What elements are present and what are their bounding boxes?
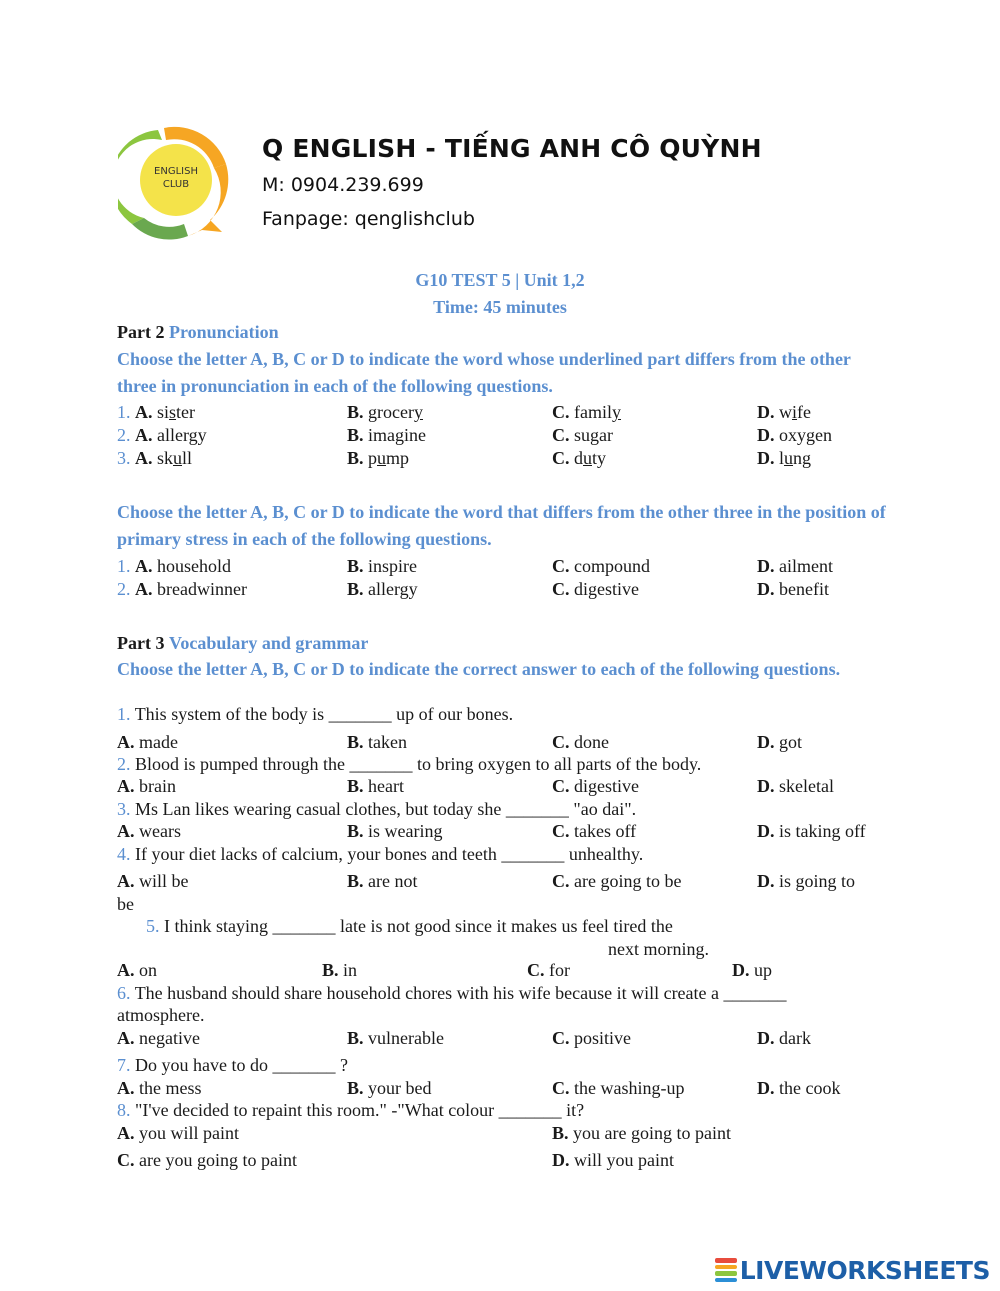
part2-instruction-pronunciation: Choose the letter A, B, C or D to indicate the word whose underlined part differs from the other three in pronunciation in each of the following questions.: [117, 349, 851, 396]
answer-row: A. wears B. is wearing C. takes off D. is taking off: [117, 821, 866, 841]
header-title: Q ENGLISH - TIẾNG ANH CÔ QUỲNH: [262, 134, 762, 163]
question-text-continued: next morning.: [608, 939, 709, 959]
question-row: 1. A. sister B. grocery C. family D. wife: [117, 402, 811, 422]
question-text: 6. The husband should share household chores with his wife because it will create a _______: [117, 983, 787, 1003]
answer-row: A. the mess B. your bed C. the washing-up D. the cook: [117, 1078, 841, 1098]
part2-heading: Part 2 Pronunciation: [117, 322, 279, 342]
question-text: 5. I think staying _______ late is not good since it makes us feel tired the: [146, 916, 673, 936]
svg-text:CLUB: CLUB: [162, 179, 190, 190]
question-text: 3. Ms Lan likes wearing casual clothes, but today she _______ "ao dai".: [117, 799, 637, 819]
part3-instruction: Choose the letter A, B, C or D to indicate the correct answer to each of the following questions.: [117, 659, 841, 679]
q-english-logo: [118, 124, 246, 240]
question-row: 2. A. allergy B. imagine C. sugar D. oxygen: [117, 425, 832, 445]
question-row: 1. A. household B. inspire C. compound D. ailment: [117, 556, 833, 576]
question-text: 4. If your diet lacks of calcium, your bones and teeth _______ unhealthy.: [117, 844, 644, 864]
liveworksheets-logo[interactable]: [715, 1254, 990, 1286]
answer-row: A. on B. in C. for D. up: [117, 960, 772, 980]
answer-row: A. will be B. are not C. are going to be D. is going to: [117, 871, 856, 891]
test-title: G10 TEST 5 | Unit 1,2: [415, 270, 585, 290]
answer-row: A. made B. taken C. done D. got: [117, 732, 803, 752]
test-time: Time: 45 minutes: [433, 297, 567, 317]
svg-text:ENGLISH: ENGLISH: [154, 166, 198, 177]
header-fanpage: Fanpage: qenglishclub: [262, 208, 475, 230]
answer-wrap: be: [117, 894, 134, 914]
part2-instruction-stress: Choose the letter A, B, C or D to indicate the word that differs from the other three in the position of primary stress in each of the following questions.: [117, 502, 886, 549]
answer-row: C. are you going to paint D. will you paint: [117, 1150, 674, 1170]
answer-row: A. negative B. vulnerable C. positive D. dark: [117, 1028, 811, 1048]
liveworksheets-brand: LIVEWORKSHEETS: [739, 1255, 990, 1285]
question-text: 8. "I've decided to repaint this room." -"What colour _______ it?: [117, 1100, 585, 1120]
question-row: 3. A. skull B. pump C. duty D. lung: [117, 448, 812, 468]
question-text: 2. Blood is pumped through the _______ to bring oxygen to all parts of the body.: [117, 754, 702, 774]
answer-row: A. brain B. heart C. digestive D. skeletal: [117, 776, 834, 796]
question-text: 7. Do you have to do _______ ?: [117, 1055, 348, 1075]
question-row: 2. A. breadwinner B. allergy C. digestive D. benefit: [117, 579, 829, 599]
part3-heading: Part 3 Vocabulary and grammar: [117, 633, 369, 653]
question-text-continued: atmosphere.: [117, 1005, 205, 1025]
answer-row: A. you will paint B. you are going to paint: [117, 1123, 731, 1143]
question-text: 1. This system of the body is _______ up of our bones.: [117, 704, 514, 724]
live-badge-icon: [715, 1257, 737, 1283]
header-phone: M: 0904.239.699: [262, 174, 424, 196]
